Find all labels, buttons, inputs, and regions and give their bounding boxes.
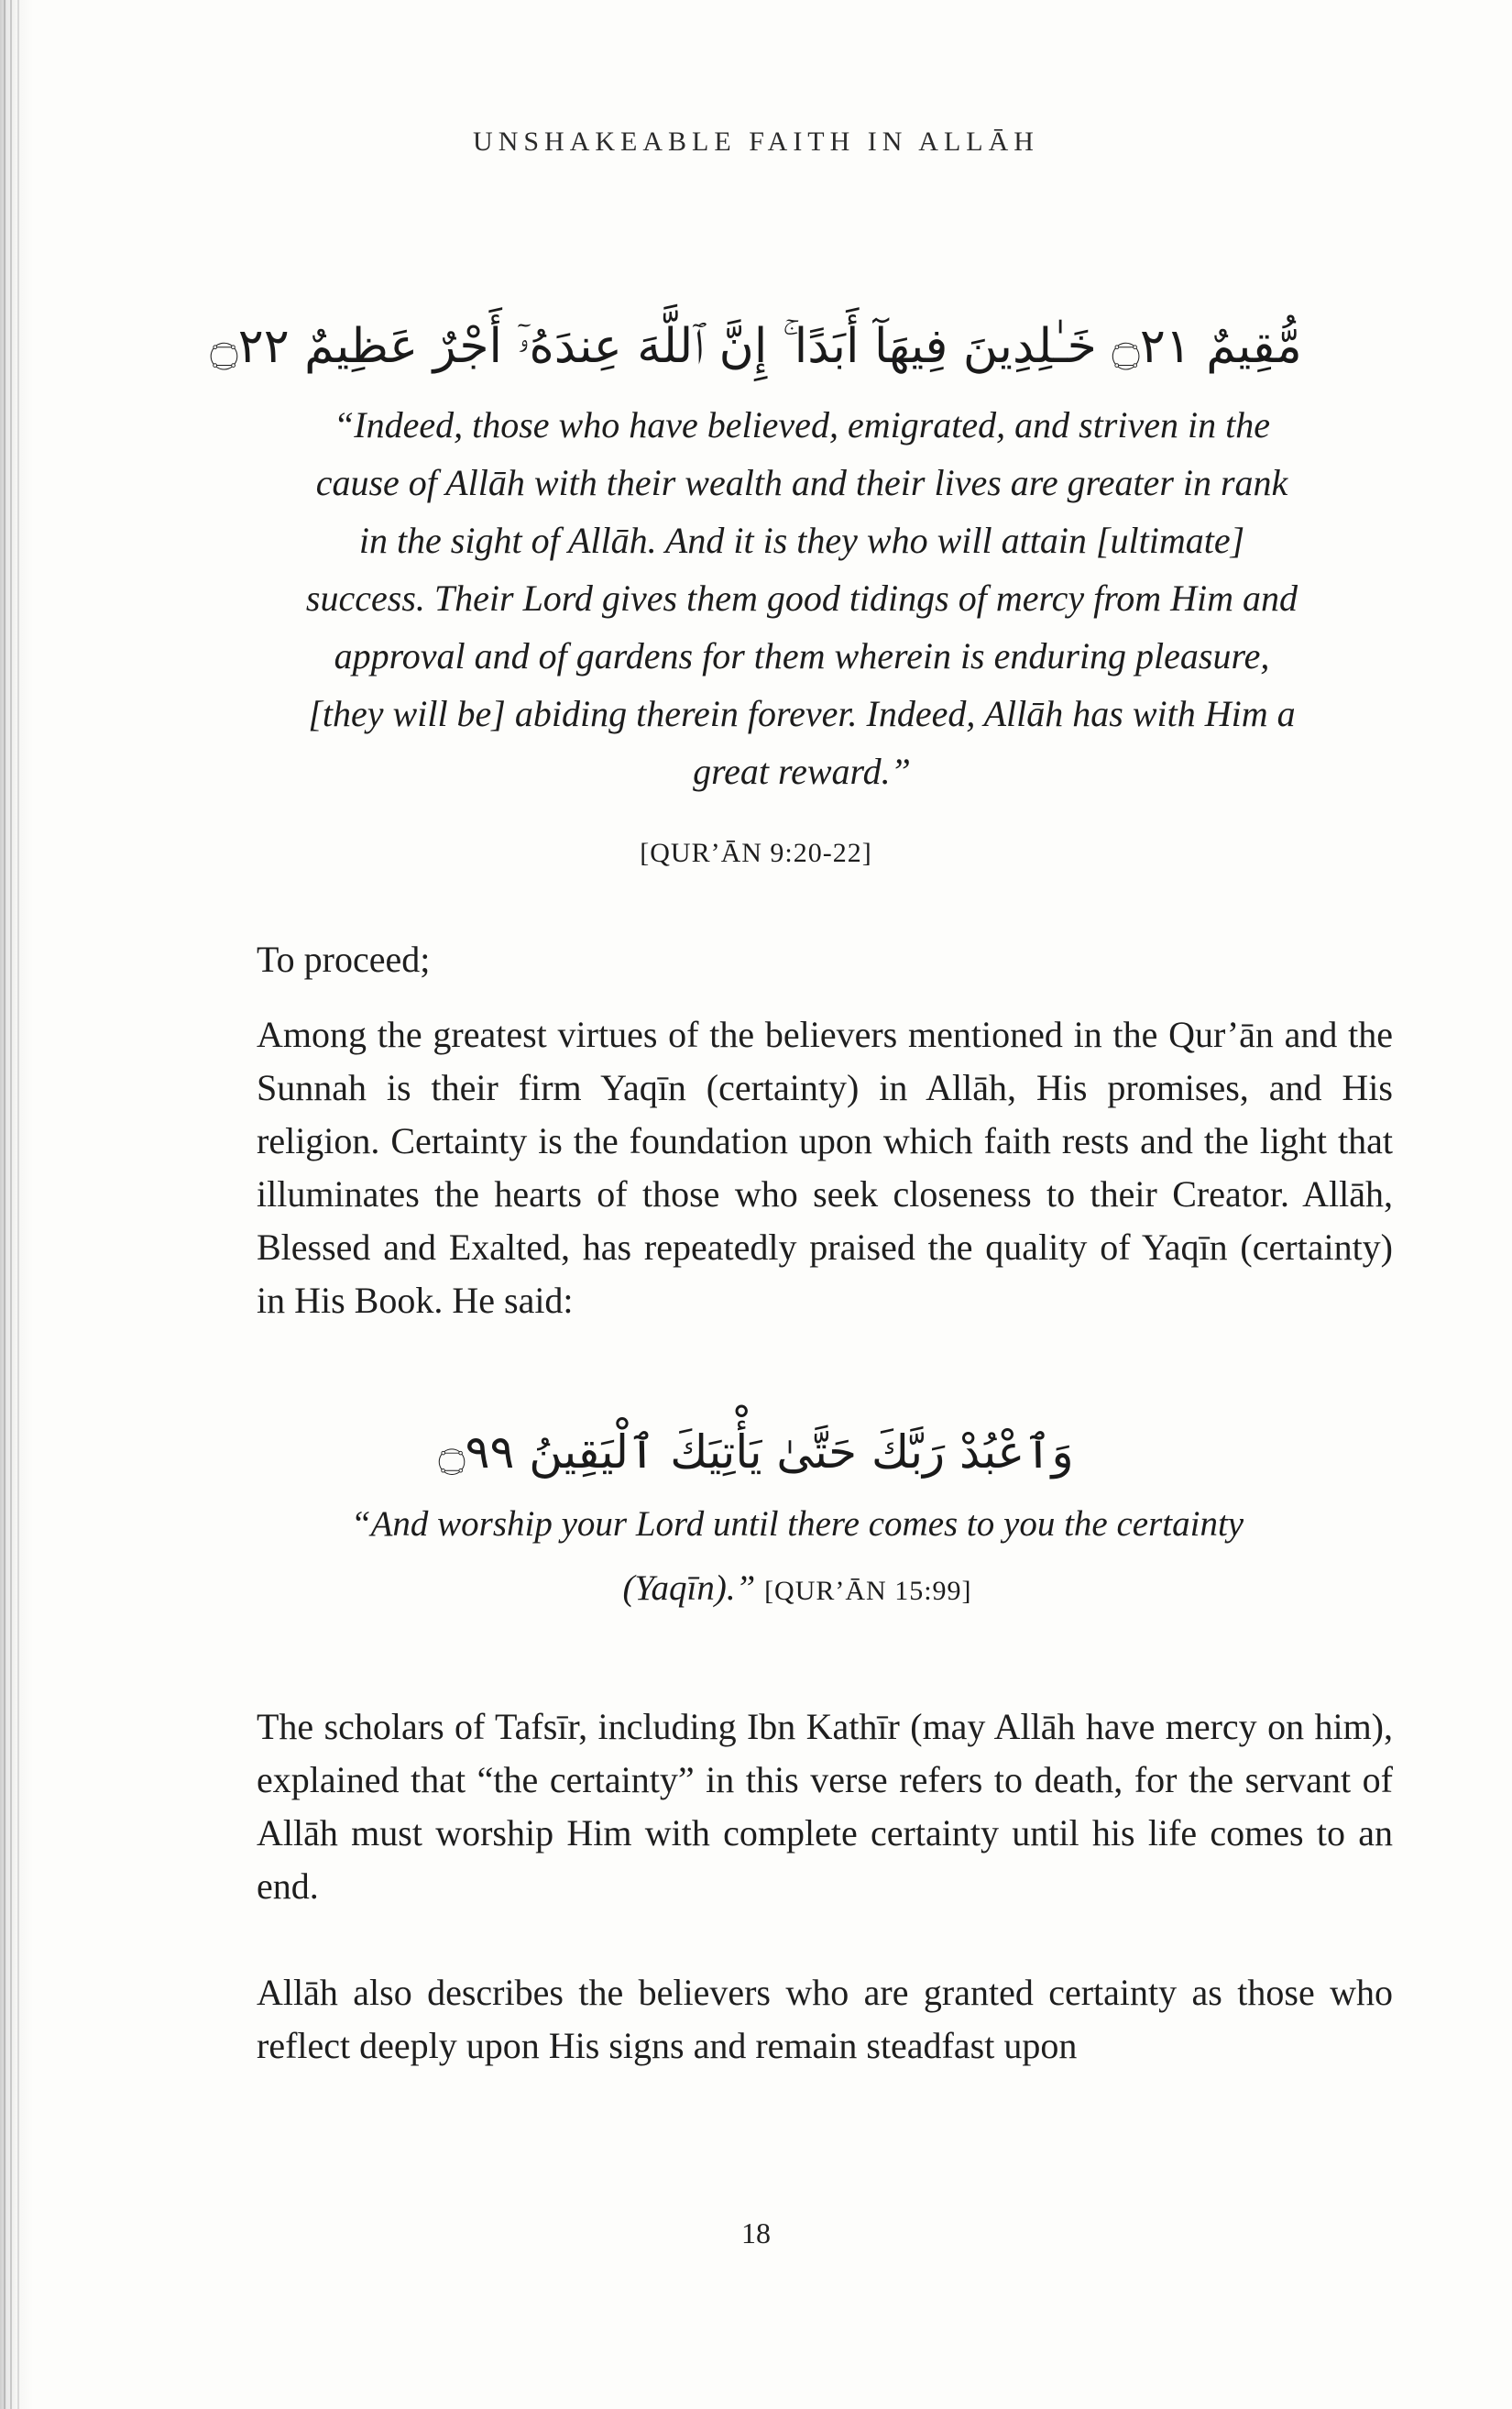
paragraph-believers-certainty: Allāh also describes the believers who are granted certainty as those who reflect deeply upon His signs and remain steadfast upon bbox=[257, 1972, 1393, 2066]
paragraph-tafsir: The scholars of Tafsīr, including Ibn Kathīr (may Allāh have mercy on him), explained that “the certainty” in this verse refers to death, for the servant of Allāh must worship Him with complete certainty until his life comes to an end. bbox=[257, 1706, 1393, 1907]
arabic-verse-2: وَٱعْبُدْ رَبَّكَ حَتَّىٰ يَأْتِيَكَ ٱلْيَقِينُ ۝٩٩ bbox=[438, 1425, 1074, 1479]
page-number: 18 bbox=[741, 2216, 771, 2250]
paragraph-to-proceed: To proceed; bbox=[257, 939, 431, 980]
verse-translation-2 bbox=[348, 1492, 1246, 1623]
verse-citation-2: [QUR’ĀN 15:99] bbox=[764, 1576, 972, 1606]
paragraph-certainty-virtue: Among the greatest virtues of the believers mentioned in the Qur’ān and the Sunnah is their firm Yaqīn (certainty) in Allāh, His promises, and His religion. Certainty is the foundation upon which faith rests and the light that illuminates the hearts of those who seek closeness to their Creator. Allāh, Blessed and Exalted, has repeatedly praised the quality of Yaqīn (certainty) in His Book. He said: bbox=[257, 1014, 1393, 1321]
verse-translation-1: “Indeed, those who have believed, emigrated, and striven in the cause of Allāh with their wealth and their lives are greater in rank in the sight of Allāh. And it is they who will attain [ultimate] success. Their Lord gives them good tidings of mercy from Him and approval and of gardens for them wherein is enduring pleasure, [they will be] abiding therein forever. Indeed, Allāh has with Him a great reward.” bbox=[305, 404, 1298, 792]
verse-translation-2-text: “And worship your Lord until there comes to you the certainty (Yaqīn).” bbox=[350, 1504, 1244, 1608]
arabic-verse-1: مُّقِيمٌ ۝٢١ خَـٰلِدِينَ فِيهَآ أَبَدًا ۚ إِنَّ ٱللَّهَ عِندَهُۥٓ أَجْرٌ عَظِيمٌ ۝٢٢ bbox=[210, 319, 1302, 374]
verse-citation-1: [QUR’ĀN 9:20-22] bbox=[640, 838, 872, 868]
running-header: UNSHAKEABLE FAITH IN ALLĀH bbox=[473, 126, 1039, 157]
